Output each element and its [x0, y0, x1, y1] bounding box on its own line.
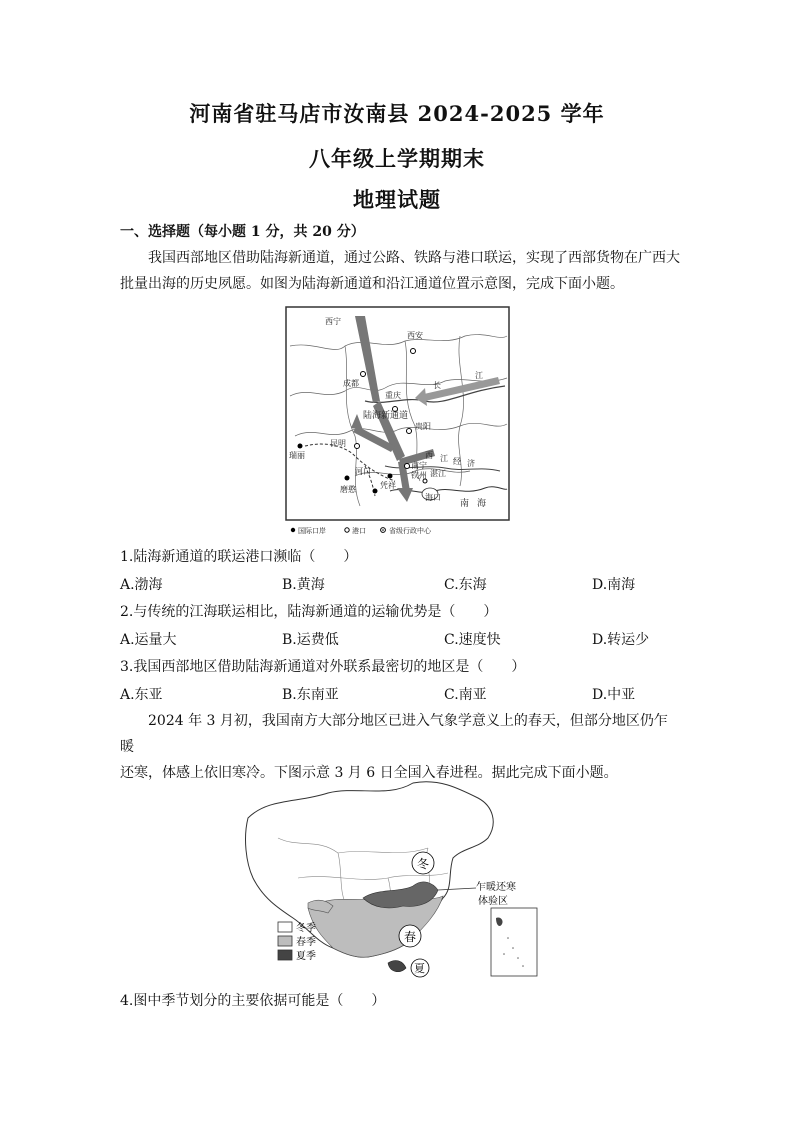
label-yangtze-2: 江: [475, 371, 483, 380]
legend-spring: 春季: [296, 937, 316, 948]
label-pingxiang: 凭祥: [380, 481, 396, 490]
label-chongqing: 重庆: [385, 391, 401, 400]
legend-intl-port: 国际口岸: [298, 527, 326, 535]
spring-marker: 春: [404, 930, 417, 944]
q2-option-b[interactable]: B.运费低: [282, 632, 339, 648]
legend-port: 港口: [352, 527, 366, 535]
label-qinzhou: 钦州: [411, 471, 427, 480]
legend-summer: 夏季: [296, 951, 316, 962]
label-xining: 西宁: [325, 317, 341, 326]
label-xijiang-3: 经: [453, 457, 461, 466]
q1-option-c[interactable]: C.东海: [444, 577, 487, 593]
legend-winter: 冬季: [296, 923, 316, 934]
q1-option-d[interactable]: D.南海: [592, 577, 636, 593]
q3-option-d[interactable]: D.中亚: [592, 687, 636, 703]
callout-line1: 乍暖还寒: [476, 882, 516, 893]
label-south-sea-2: 海: [477, 499, 487, 509]
q1-option-a[interactable]: A.渤海: [120, 577, 163, 593]
land-sea-channel-map: [285, 306, 510, 536]
q1-option-b[interactable]: B.黄海: [282, 577, 325, 593]
label-kunming: 昆明: [330, 439, 346, 448]
exam-title-line1: 河南省驻马店市汝南县 2024-2025 学年: [189, 101, 605, 126]
legend-capital: 省级行政中心: [389, 527, 431, 535]
label-hekou: 河口: [355, 467, 371, 476]
label-xijiang-2: 江: [440, 454, 448, 463]
passage-1-line-2: 批量出海的历史夙愿。如图为陆海新通道和沿江通道位置示意图，完成下面小题。: [120, 276, 624, 292]
label-channel: 陆海新通道: [363, 411, 409, 421]
label-nanning: 南宁: [411, 461, 427, 470]
question-3-stem: 3.我国西部地区借助陆海新通道对外联系最密切的地区是（ ）: [120, 659, 526, 675]
label-yangtze-1: 长: [433, 381, 441, 390]
label-chengdu: 成都: [343, 379, 359, 388]
label-mohan: 磨憨: [340, 485, 356, 494]
q2-option-d[interactable]: D.转运少: [592, 632, 650, 648]
label-south-sea-1: 南: [460, 499, 470, 509]
passage-2-line-1: 2024 年 3 月初，我国南方大部分地区已进入气象学意义上的春天，但部分地区仍乍暖: [120, 713, 668, 755]
question-4-stem: 4.图中季节划分的主要依据可能是（ ）: [120, 993, 386, 1009]
q3-option-a[interactable]: A.东亚: [120, 687, 163, 703]
label-haikou: 海口: [425, 493, 441, 502]
q2-option-c[interactable]: C.速度快: [444, 632, 501, 648]
summer-hainan: [388, 961, 406, 972]
summer-marker: 夏: [414, 962, 425, 975]
passage-1-line-1: 我国西部地区借助陆海新通道，通过公路、铁路与港口联运，实现了西部货物在广西大: [148, 250, 680, 266]
q3-option-c[interactable]: C.南亚: [444, 687, 487, 703]
label-beihai: 湛江: [430, 469, 446, 478]
q2-option-a[interactable]: A.运量大: [120, 632, 177, 648]
passage-1: [120, 245, 680, 297]
label-guiyang: 贵阳: [415, 422, 431, 431]
question-1-stem: 1.陆海新通道的联运港口濒临（ ）: [120, 549, 358, 565]
exam-subject-title: 地理试题: [353, 187, 441, 212]
question-2-stem: 2.与传统的江海联运相比，陆海新通道的运输优势是（ ）: [120, 604, 498, 620]
label-xijiang-4: 济: [467, 459, 475, 468]
spring-progress-map: [238, 778, 548, 978]
passage-2: [120, 708, 680, 786]
q3-option-b[interactable]: B.东南亚: [282, 687, 339, 703]
exam-title-line2: 八年级上学期期末: [309, 146, 485, 171]
label-xian: 西安: [407, 331, 423, 340]
label-xijiang-1: 西: [425, 451, 433, 460]
label-ruili: 瑞丽: [289, 451, 305, 460]
winter-marker: 冬: [417, 857, 430, 871]
callout-line2: 体验区: [478, 896, 508, 907]
passage-2-line-2: 还寒，体感上依旧寒冷。下图示意 3 月 6 日全国入春进程。据此完成下面小题。: [120, 765, 618, 781]
section-heading: 一、选择题（每小题 1 分，共 20 分）: [120, 224, 365, 240]
